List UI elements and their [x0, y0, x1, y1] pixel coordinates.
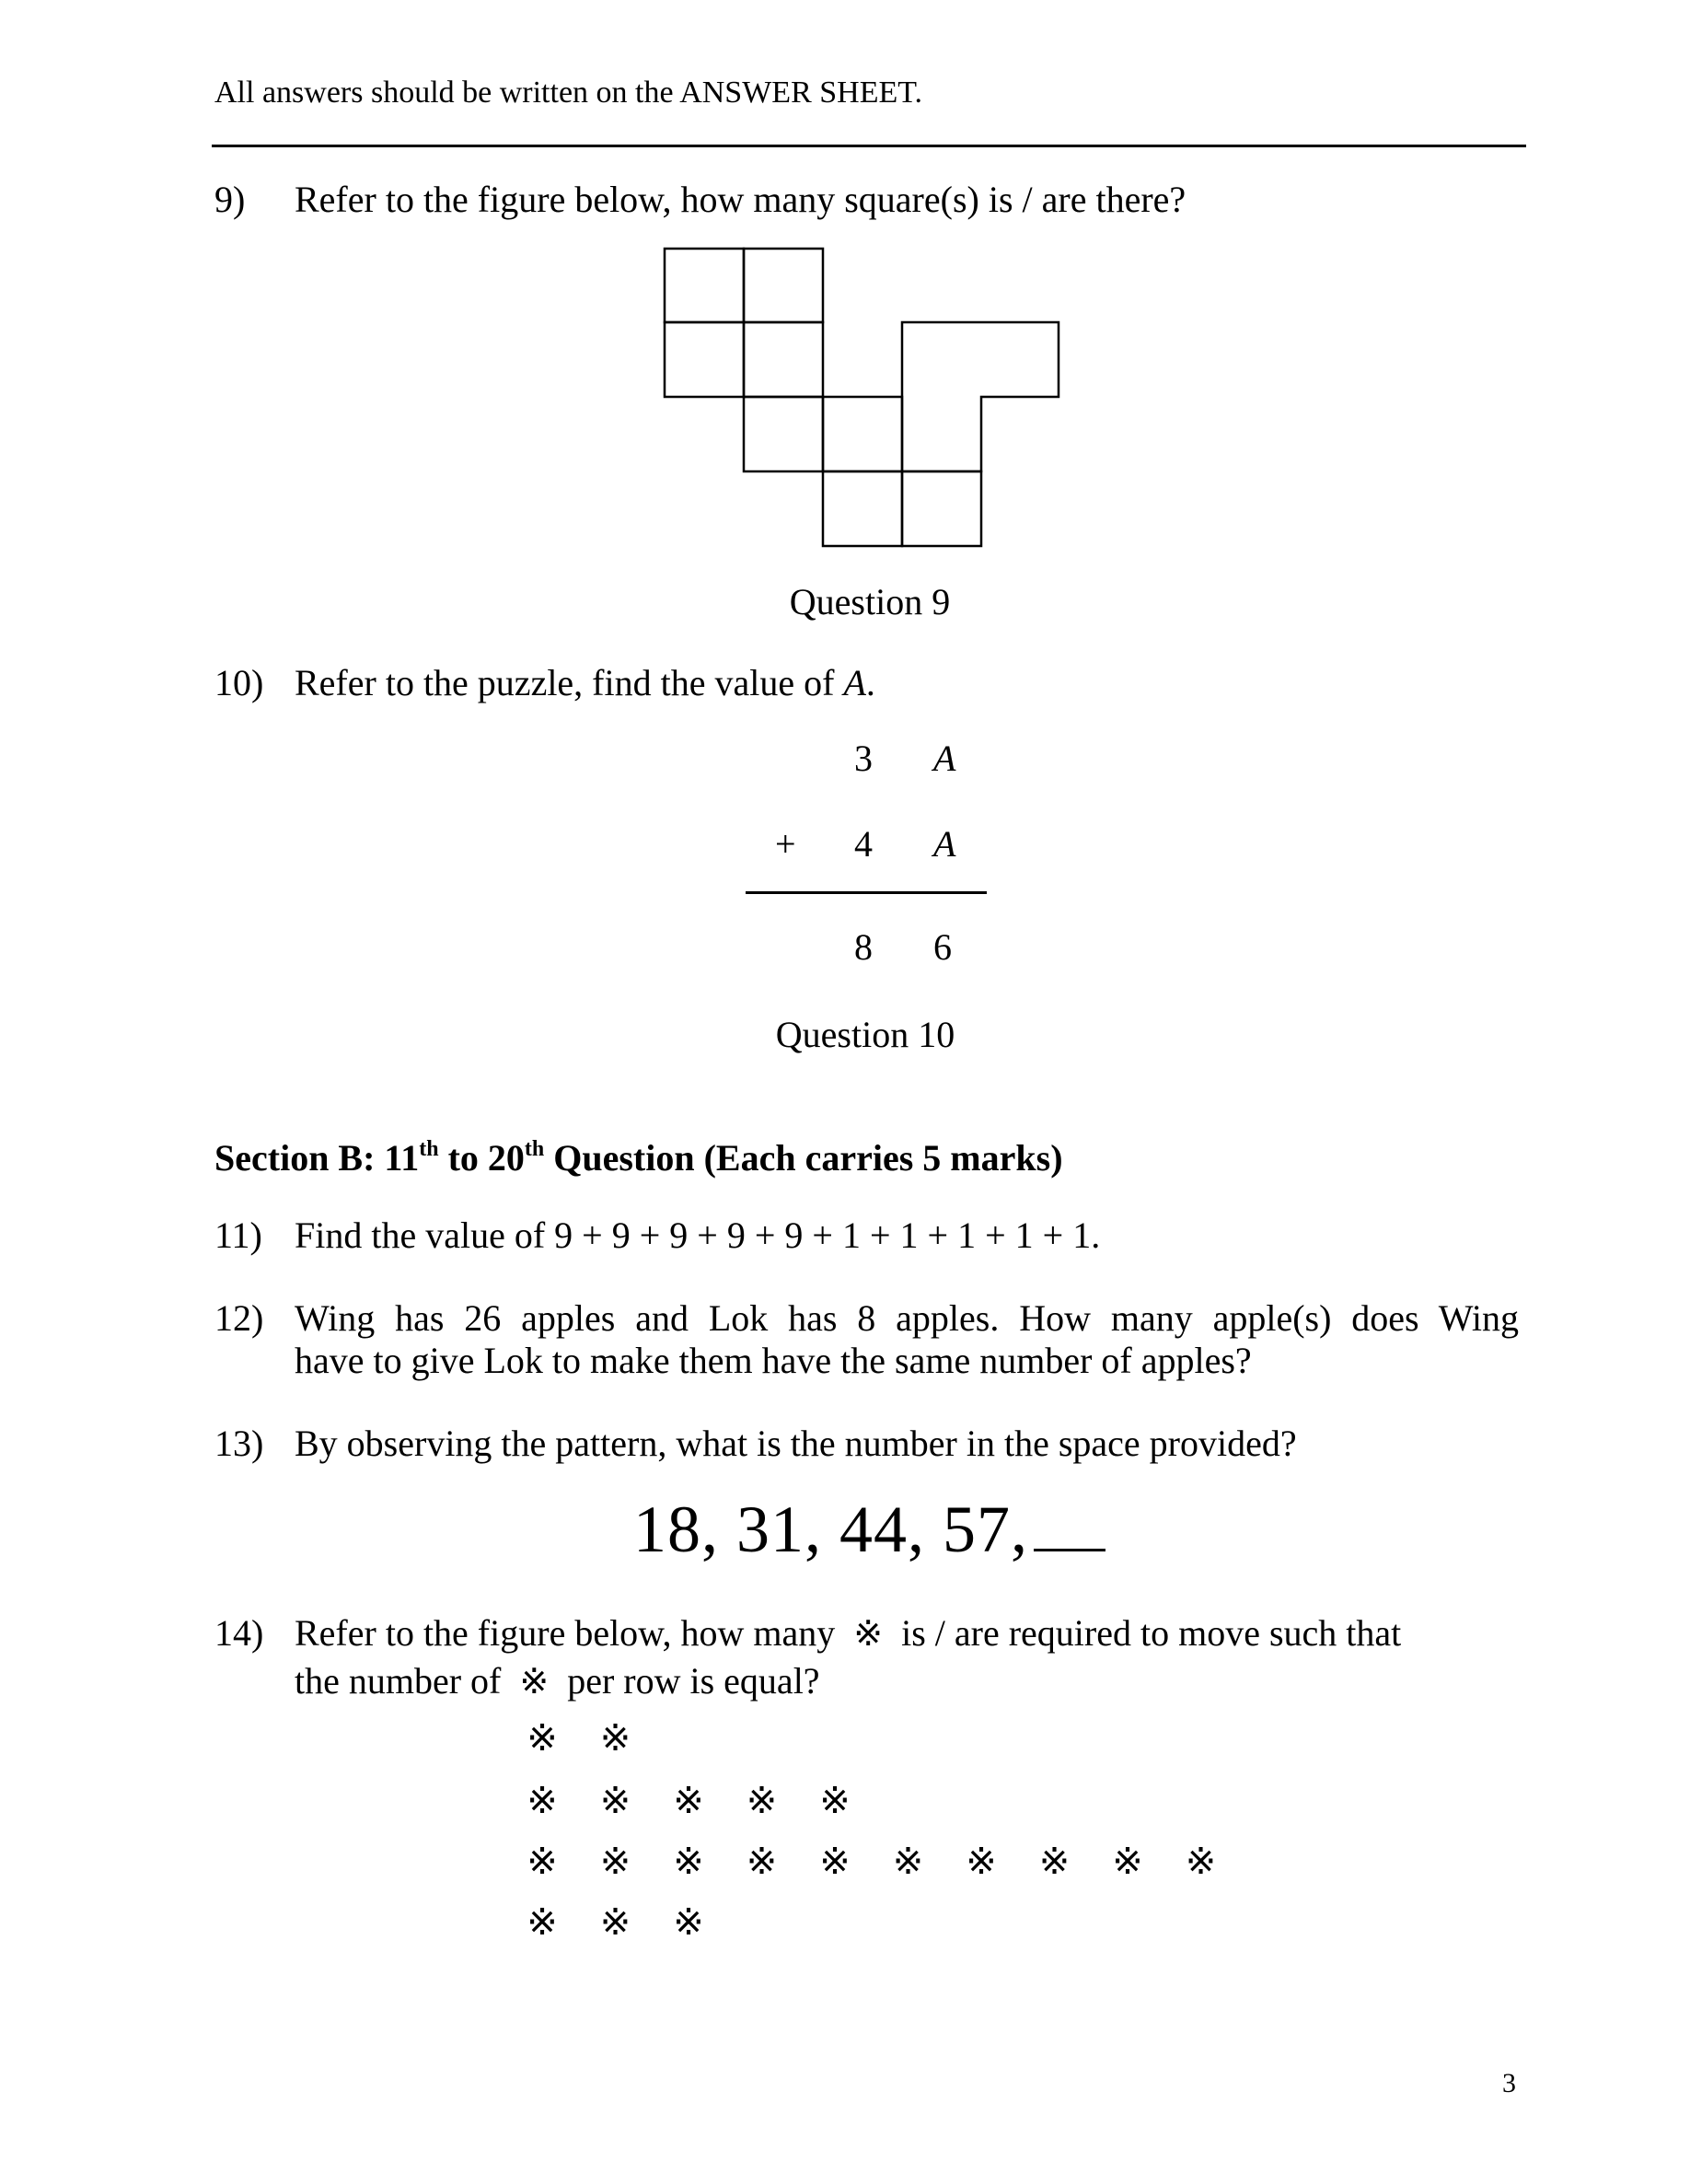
q9-cell	[665, 249, 744, 322]
puzzle-row2-digit: 4	[854, 823, 873, 865]
q9-cell	[823, 397, 902, 471]
page-number: 3	[1502, 2068, 1516, 2098]
puzzle-plus-sign: +	[775, 823, 796, 865]
reference-mark-icon: ※	[519, 1661, 550, 1702]
reference-mark-icon: ※	[673, 1841, 704, 1883]
q9-cell	[744, 249, 823, 322]
q9-caption: Question 9	[789, 581, 951, 622]
reference-mark-icon: ※	[599, 1841, 631, 1883]
q14-line2-start: the number of	[295, 1660, 502, 1702]
q11-number: 11)	[214, 1214, 262, 1256]
q13-number: 13)	[214, 1423, 264, 1464]
q9-cell	[823, 471, 902, 546]
reference-mark-icon: ※	[1038, 1841, 1071, 1883]
q9-cell	[665, 322, 744, 397]
q12-line2: have to give Lok to make them have the same number of apples?	[295, 1340, 1252, 1381]
reference-mark-icon: ※	[527, 1841, 558, 1883]
header-divider	[212, 145, 1526, 147]
section-b-mid: to 20	[438, 1137, 525, 1179]
q10-text-end: .	[865, 662, 875, 703]
q10-variable: A	[843, 662, 866, 703]
puzzle-row1-variable: A	[933, 738, 956, 779]
q9-text: Refer to the figure below, how many square(s) is / are there?	[295, 179, 1186, 220]
q9-grid	[665, 249, 1059, 546]
reference-mark-icon: ※	[746, 1780, 778, 1822]
reference-mark-icon: ※	[966, 1841, 997, 1883]
q13-text: By observing the pattern, what is the number in the space provided?	[295, 1423, 1297, 1464]
puzzle-row1-digit: 3	[854, 738, 873, 779]
answer-sheet-note: All answers should be written on the ANSWER SHEET.	[214, 76, 923, 110]
puzzle-result-ones: 6	[933, 926, 952, 968]
puzzle-row2-variable: A	[933, 823, 956, 865]
q9-square-figure	[663, 247, 1068, 551]
q14-line1-start: Refer to the figure below, how many	[295, 1612, 836, 1654]
reference-mark-icon: ※	[527, 1780, 558, 1822]
reference-mark-icon: ※	[892, 1841, 924, 1883]
section-b-prefix: Section B: 11	[214, 1137, 420, 1179]
number-sequence	[633, 1492, 1105, 1568]
reference-mark-icon: ※	[527, 1717, 558, 1760]
q12-line1: Wing has 26 apples and Lok has 8 apples. How many apple(s) does Wing	[295, 1297, 1519, 1339]
reference-mark-icon: ※	[527, 1901, 558, 1944]
section-b-sup: th	[419, 1137, 439, 1161]
q14-number: 14)	[214, 1612, 264, 1654]
q9-l-shape	[902, 322, 1059, 471]
q9-cell	[744, 322, 823, 397]
reference-mark-icon: ※	[1185, 1841, 1217, 1883]
section-b-suffix: Question (Each carries 5 marks)	[544, 1137, 1063, 1179]
reference-mark-icon: ※	[599, 1717, 631, 1760]
q14-line1	[295, 1613, 1401, 1654]
puzzle-sum-line	[746, 891, 987, 894]
reference-mark-icon: ※	[819, 1841, 851, 1883]
q14-line2	[295, 1661, 820, 1702]
section-b-sup: th	[524, 1137, 545, 1161]
sequence-values: 18, 31, 44, 57,	[633, 1493, 1028, 1566]
reference-mark-icon: ※	[853, 1613, 884, 1654]
reference-mark-icon: ※	[819, 1780, 851, 1822]
reference-mark-icon: ※	[1112, 1841, 1143, 1883]
q9-cell	[744, 397, 823, 471]
reference-mark-icon: ※	[746, 1841, 778, 1883]
q10-text	[295, 663, 875, 703]
reference-mark-icon: ※	[673, 1901, 704, 1944]
puzzle-result-tens: 8	[854, 926, 873, 968]
q10-text-main: Refer to the puzzle, find the value of	[295, 662, 835, 703]
q14-line1-end: is / are required to move such that	[901, 1612, 1402, 1654]
section-b-heading	[214, 1136, 1063, 1179]
q10-caption: Question 10	[775, 1014, 955, 1055]
reference-mark-icon: ※	[599, 1901, 631, 1944]
sequence-blank	[1034, 1497, 1105, 1551]
q11-text: Find the value of 9 + 9 + 9 + 9 + 9 + 1 + 1 + 1 + 1 + 1.	[295, 1214, 1101, 1256]
reference-mark-icon: ※	[673, 1780, 704, 1822]
q10-number: 10)	[214, 662, 264, 703]
reference-mark-icon: ※	[599, 1780, 631, 1822]
q9-number: 9)	[214, 179, 246, 220]
q12-number: 12)	[214, 1297, 264, 1339]
q14-line2-end: per row is equal?	[567, 1660, 820, 1702]
q9-cell	[902, 471, 981, 546]
